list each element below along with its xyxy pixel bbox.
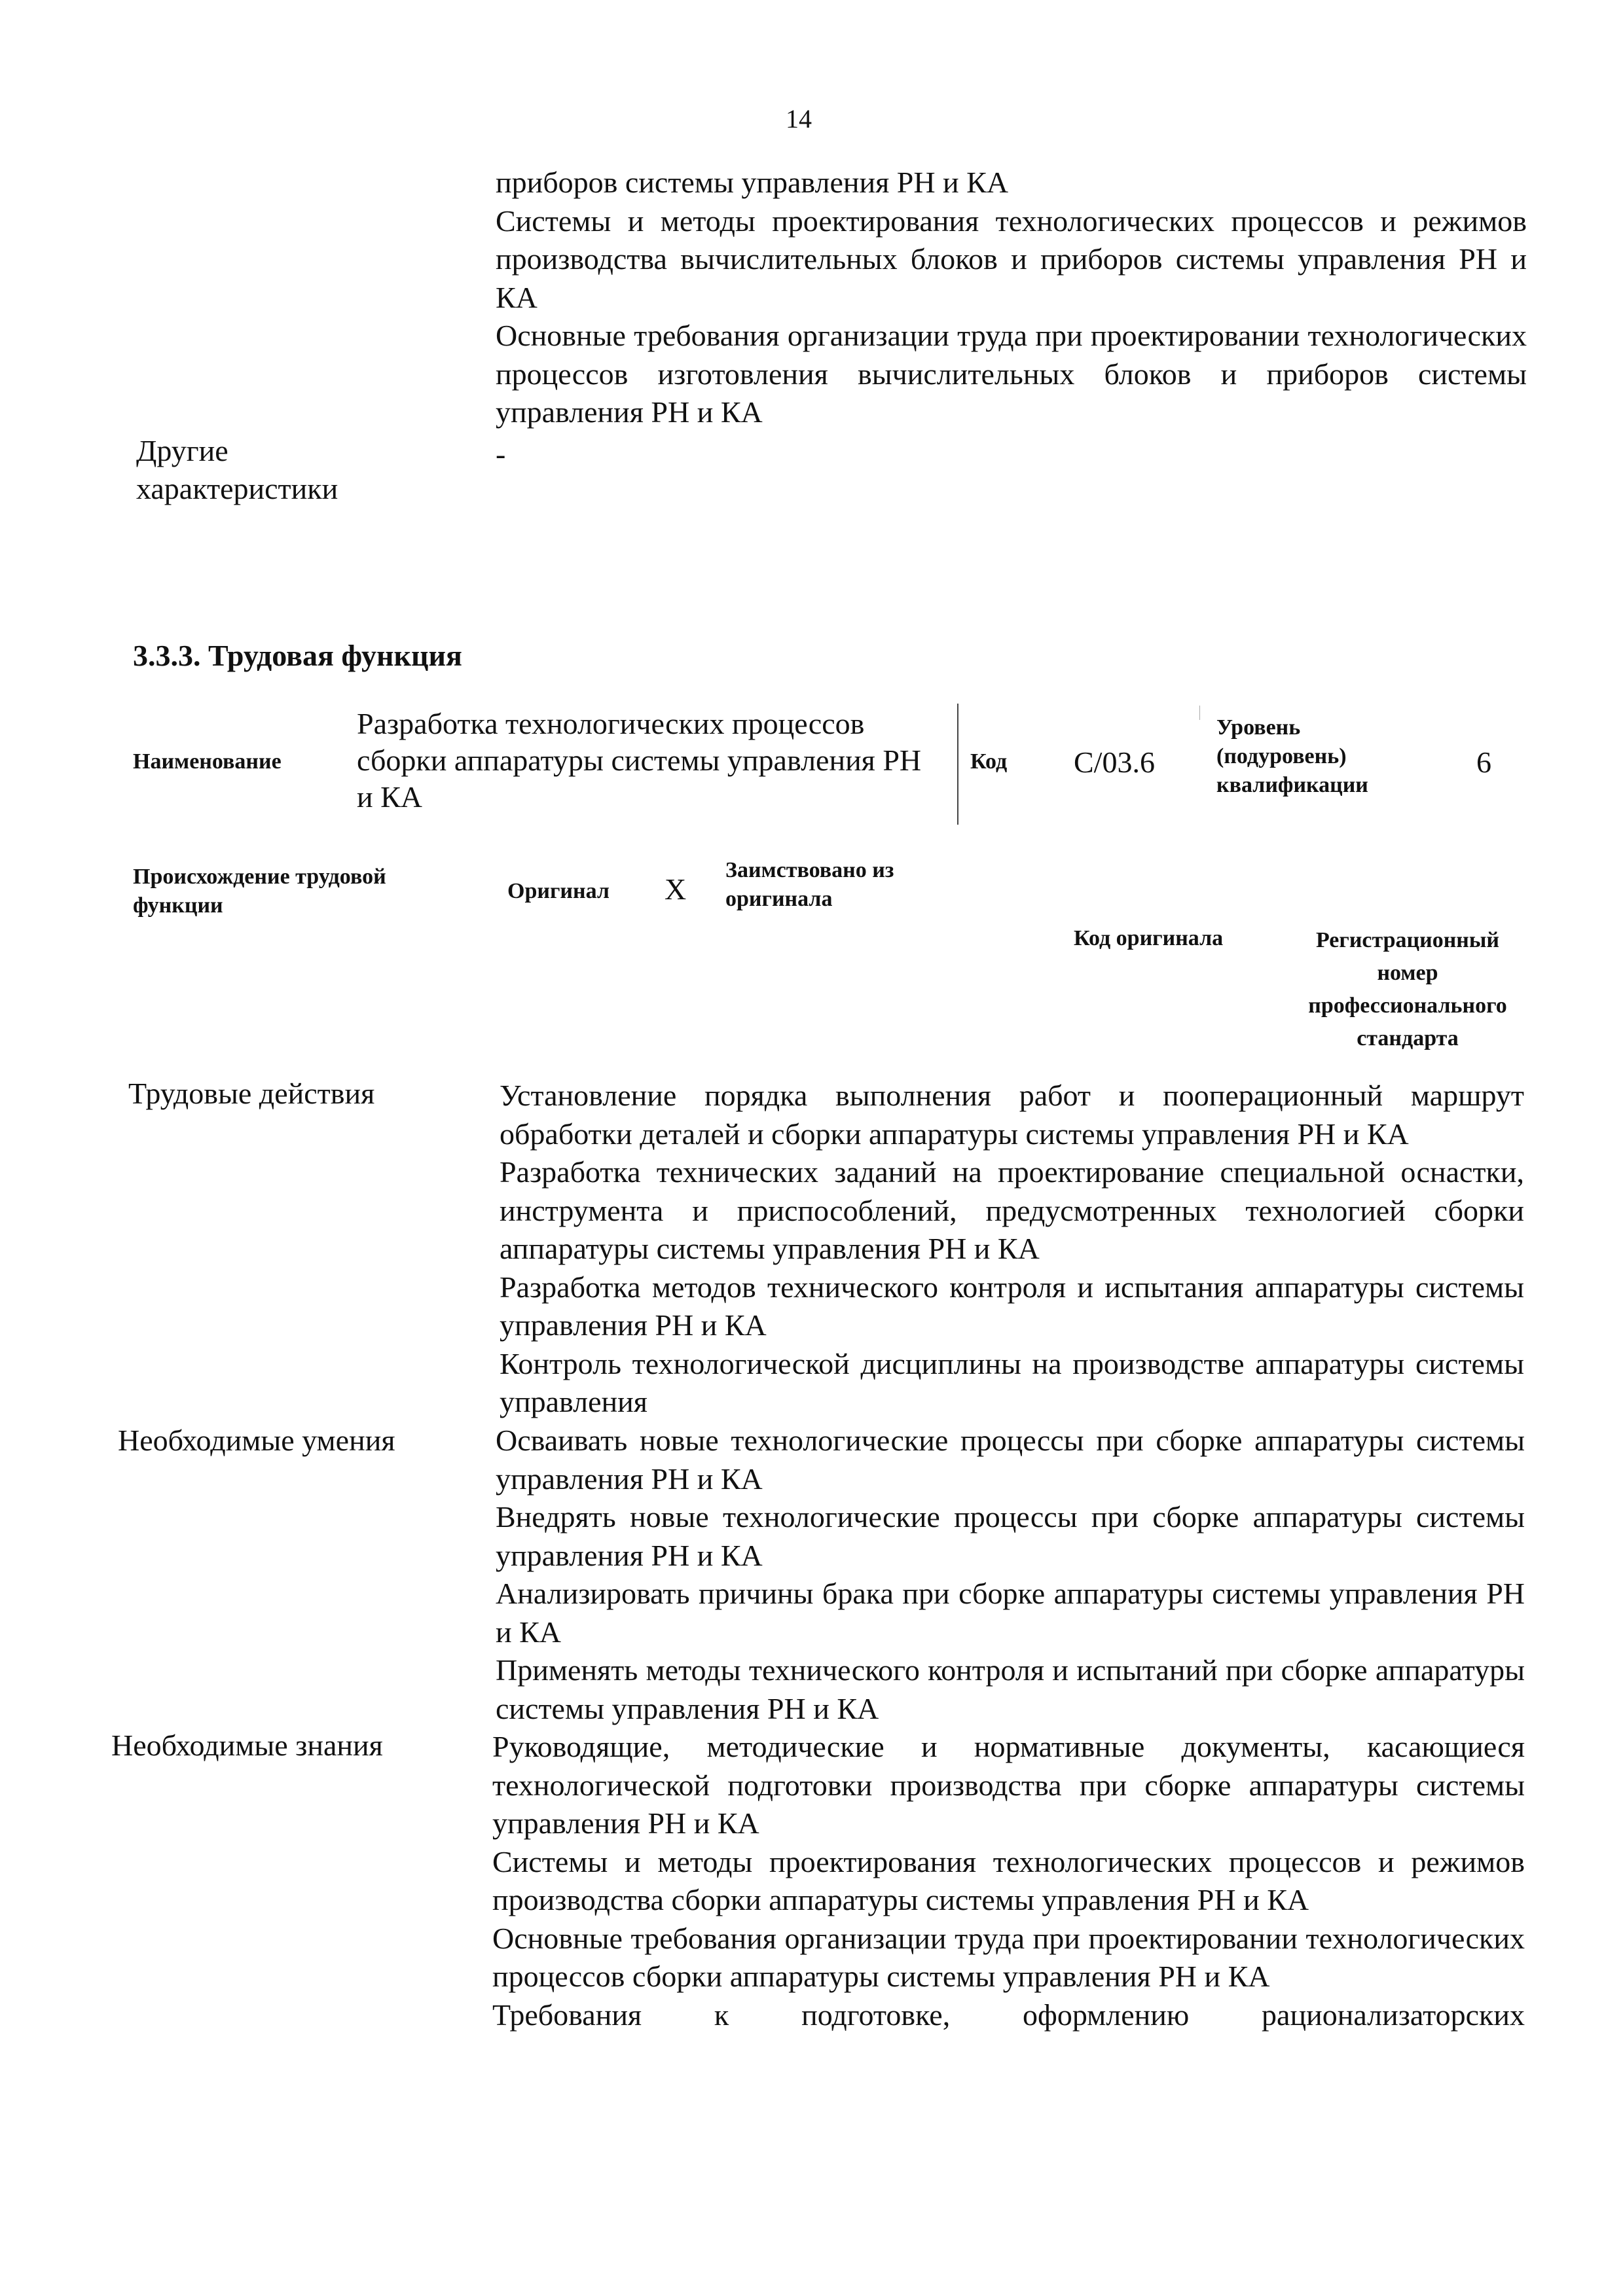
skill-item: Осваивать новые технологические процессы при сборке аппаратуры системы управления РН и КА [496, 1424, 1525, 1496]
top-knowledge-item: Системы и методы проектирования технологических процессов и режимов производства вычислительных блоков и приборов системы управления РН и КА [496, 204, 1527, 314]
reg-label-line: Регистрационный [1315, 928, 1500, 952]
knowledge-item: Требования к подготовке, оформлению рационализаторских [492, 1998, 1525, 2032]
other-characteristics-label [136, 432, 338, 508]
borrowed-label-line: Заимствовано из [725, 858, 894, 882]
page-number: 14 [786, 104, 812, 134]
borrowed-label [725, 856, 961, 914]
original-label: Оригинал [507, 879, 610, 903]
original-mark: X [665, 872, 687, 906]
section-title: 3.3.3. Трудовая функция [133, 639, 462, 672]
labor-action-item: Разработка методов технического контроля и испытания аппаратуры системы управления РН и КА [500, 1270, 1524, 1342]
code-label: Код [970, 749, 1008, 774]
top-knowledge-list [496, 164, 1527, 432]
top-knowledge-item: приборов системы управления РН и КА [496, 166, 1009, 199]
name-label: Наименование [133, 749, 282, 774]
knowledge-item: Системы и методы проектирования технологических процессов и режимов производства сборки аппаратуры системы управления РН и КА [492, 1844, 1525, 1916]
other-label-line: характеристики [136, 472, 338, 505]
divider [1199, 706, 1200, 720]
level-value: 6 [1476, 745, 1491, 779]
level-label-line: квалификации [1216, 773, 1368, 797]
labor-action-item: Контроль технологической дисциплины на производстве аппаратуры системы управления [500, 1346, 1524, 1418]
skills-list [496, 1422, 1525, 1728]
other-characteristics-value: - [496, 437, 506, 471]
code-value: С/03.6 [1074, 745, 1155, 779]
origin-label-line: функции [133, 893, 223, 918]
skills-label: Необходимые умения [118, 1424, 395, 1457]
knowledge-item: Руководящие, методические и нормативные документы, касающиеся технологической подготовки производства при сборке аппаратуры системы управления РН и КА [492, 1730, 1525, 1840]
function-name-value: Разработка технологических процессов сборки аппаратуры системы управления РН и КА [357, 707, 922, 814]
labor-actions-list [500, 1077, 1524, 1422]
top-knowledge-item: Основные требования организации труда при проектировании технологических процессов изготовления вычислительных блоков и приборов системы управления РН и КА [496, 319, 1527, 429]
other-label-line: Другие [136, 434, 228, 467]
knowledge-label: Необходимые знания [111, 1729, 383, 1762]
divider [957, 704, 958, 825]
reg-label-line: профессионального [1308, 994, 1507, 1018]
level-label [1216, 713, 1413, 800]
reg-number-label [1283, 924, 1532, 1055]
origin-label-line: Происхождение трудовой [133, 865, 386, 889]
code-original-label: Код оригинала [1074, 926, 1224, 950]
labor-action-item: Установление порядка выполнения работ и пооперационный маршрут обработки деталей и сборки аппаратуры системы управления РН и КА [500, 1079, 1524, 1151]
origin-label [133, 863, 473, 920]
skill-item: Внедрять новые технологические процессы при сборке аппаратуры системы управления РН и КА [496, 1500, 1525, 1572]
labor-actions-label: Трудовые действия [128, 1077, 375, 1110]
level-label-line: Уровень [1216, 715, 1301, 740]
skill-item: Применять методы технического контроля и испытаний при сборке аппаратуры системы управления РН и КА [496, 1653, 1525, 1725]
borrowed-label-line: оригинала [725, 887, 833, 911]
reg-label-line: стандарта [1357, 1026, 1459, 1050]
labor-action-item: Разработка технических заданий на проектирование специальной оснастки, инструмента и приспособлений, предусмотренных технологией сборки аппаратуры системы управления РН и КА [500, 1155, 1524, 1265]
reg-label-line: номер [1377, 961, 1438, 985]
skill-item: Анализировать причины брака при сборке аппаратуры системы управления РН и КА [496, 1577, 1525, 1649]
level-label-line: (подуровень) [1216, 744, 1347, 768]
knowledge-item: Основные требования организации труда при проектировании технологических процессов сборки аппаратуры системы управления РН и КА [492, 1921, 1525, 1993]
knowledge-list [492, 1728, 1525, 2034]
